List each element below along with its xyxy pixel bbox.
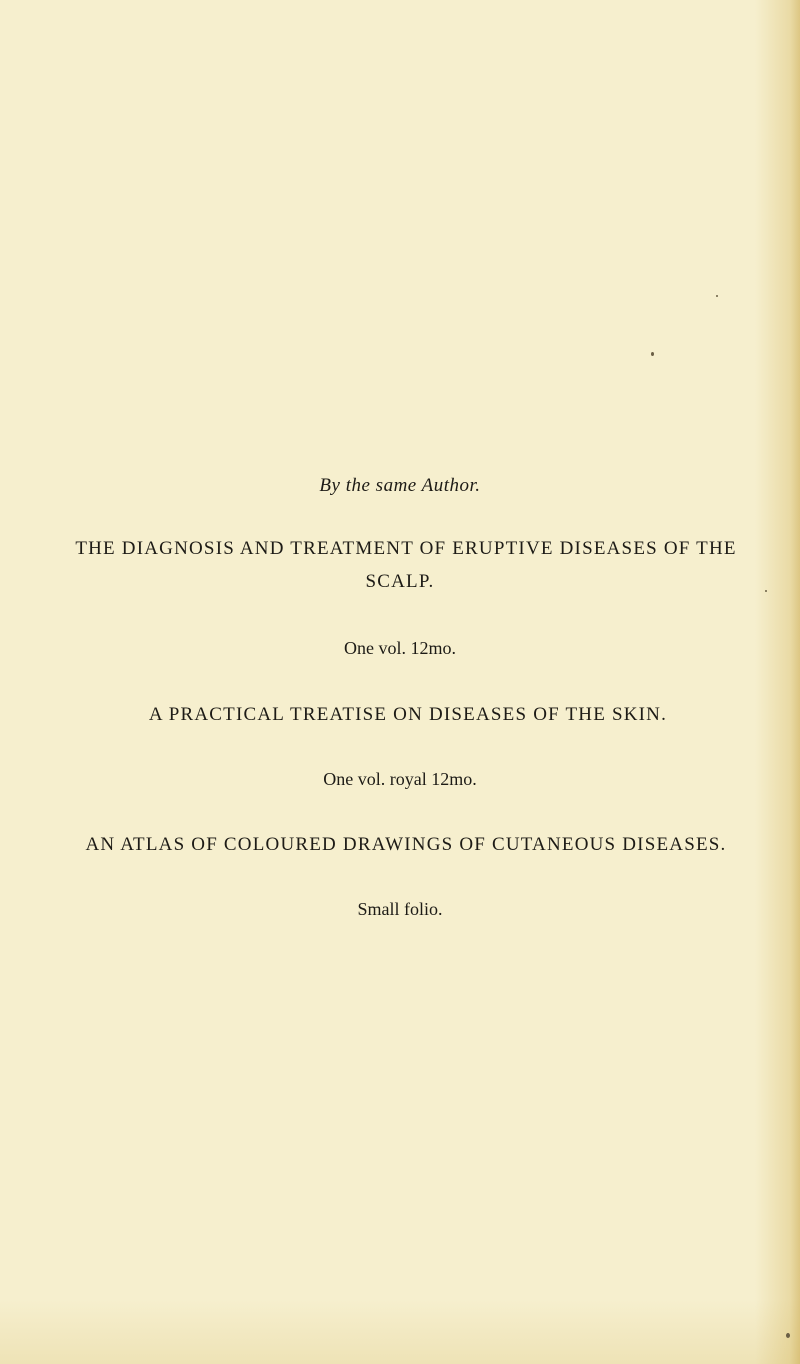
work-title-atlas: AN ATLAS OF COLOURED DRAWINGS OF CUTANEOUS DISEASES.	[85, 834, 727, 855]
work-format-atlas: Small folio.	[357, 899, 443, 919]
paper-speck	[716, 295, 718, 297]
work-format-diagnosis: One vol. 12mo.	[344, 638, 456, 658]
work-title-diagnosis-line1: THE DIAGNOSIS AND TREATMENT OF ERUPTIVE DISEASES OF THE	[75, 538, 737, 559]
byline: By the same Author.	[319, 475, 481, 496]
work-title-diagnosis-line2: SCALP.	[365, 571, 435, 592]
work-title-treatise: A PRACTICAL TREATISE ON DISEASES OF THE SKIN.	[148, 704, 668, 725]
work-format-treatise: One vol. royal 12mo.	[323, 769, 477, 789]
paper-speck	[651, 352, 654, 356]
paper-speck	[786, 1333, 790, 1338]
